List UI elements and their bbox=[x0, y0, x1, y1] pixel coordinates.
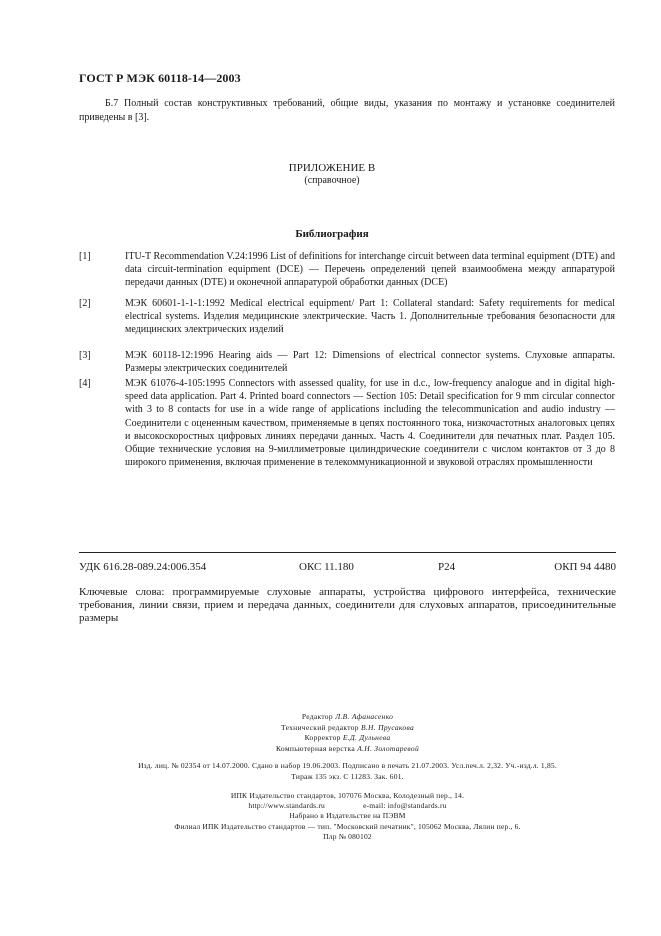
udk-code: УДК 616.28-089.24:006.354 bbox=[79, 561, 207, 573]
print-info bbox=[79, 761, 616, 783]
credit-label: Компьютерная верстка bbox=[276, 743, 355, 753]
publisher-info bbox=[79, 791, 616, 842]
credit-label: Технический редактор bbox=[280, 722, 359, 732]
credit-name: А.Н. Золотаревой bbox=[357, 743, 419, 753]
credit-name: В.Н. Прусакова bbox=[360, 722, 415, 732]
publisher-typeset: Набрано в Издательстве на ПЭВМ bbox=[289, 811, 406, 821]
keywords: Ключевые слова: программируемые слуховые аппараты, устройства цифрового интерфейса, технические требования, линии связи, прием и передача данных, соединители для слуховых аппаратов, присоединительные размеры bbox=[79, 586, 616, 624]
document-header: ГОСТ Р МЭК 60118-14—2003 bbox=[79, 71, 241, 85]
credit-editor bbox=[79, 712, 616, 723]
oks-code: ОКС 11.180 bbox=[299, 561, 354, 573]
horizontal-divider bbox=[79, 552, 616, 553]
credit-label: Корректор bbox=[304, 733, 341, 742]
bibliography-item-text: МЭК 60118-12:1996 Hearing aids — Part 12: Dimensions of electrical connector systems. Слуховые аппараты. Размеры электрических соединителей bbox=[125, 350, 615, 375]
publisher-license: Плр № 080102 bbox=[323, 831, 372, 841]
print-info-line: Изд. лиц. № 02354 от 14.07.2000. Сдано в набор 19.06.2003. Подписано в печать 21.07.2003. Усл.печ.л. 2,32. Уч.-изд.л. 1,85. bbox=[138, 761, 557, 770]
credit-layout bbox=[79, 744, 616, 755]
bibliography-item-number: [3] bbox=[79, 350, 91, 361]
credit-tech-editor bbox=[79, 723, 616, 734]
bibliography-item-number: [1] bbox=[79, 251, 91, 262]
okp-code: ОКП 94 4480 bbox=[554, 561, 616, 573]
classification-codes bbox=[79, 561, 616, 577]
publisher-address: ИПК Издательство стандартов, 107076 Москва, Колодезный пер., 14. bbox=[230, 791, 465, 800]
bibliography-item-text: ITU-T Recommendation V.24:1996 List of definitions for interchange circuit between data terminal equipment (DTE) and data circuit-termination equipment (DCE) — Перечень определений цепей взаимообмена между аппаратурой передачи данных (DTE) и оконечной аппаратурой обработки данных (DCE) bbox=[125, 251, 615, 289]
bibliography-item-text: МЭК 60601-1-1-1:1992 Medical electrical equipment/ Part 1: Collateral standard: Safety requirements for medical electrical systems. Изделия медицинские электрические. Часть 1. Дополнительные требования безопасности для медицинских электрических изделий bbox=[125, 298, 615, 336]
appendix-note: (справочное) bbox=[304, 175, 360, 186]
appendix-title: ПРИЛОЖЕНИЕ В bbox=[288, 162, 376, 174]
print-info-line: Тираж 135 экз. С 11283. Зак. 601. bbox=[291, 771, 404, 781]
editorial-credits bbox=[79, 712, 616, 754]
p-code: Р24 bbox=[438, 561, 456, 573]
bibliography-title: Библиография bbox=[295, 228, 369, 240]
publisher-contacts bbox=[79, 801, 616, 811]
publisher-email: e-mail: info@standards.ru bbox=[363, 801, 447, 811]
publisher-website: http://www.standards.ru bbox=[248, 801, 325, 811]
paragraph-b7: Б.7 Полный состав конструктивных требований, общие виды, указания по монтажу и установке соединителей приведены в [3]. bbox=[79, 98, 615, 123]
bibliography-item-number: [4] bbox=[79, 378, 91, 389]
bibliography-item-text: МЭК 61076-4-105:1995 Connectors with assessed quality, for use in d.c., low-frequency analogue and in digital high-speed data application. Part 4. Printed board connectors — Section 105: Detail specification for 9 mm circular connector with 3 to 8 contacts for use in a wide range of applications including the telecommunication and audio industry — Соединители с оцененным качеством, применяемые в цепях постоянного тока, низкочастотных аналоговых цепях и высокоскоростных цифровых линиях передачи данных. Часть 4. Соединители для печатных плат. Раздел 105. Общие технические условия на 9-миллиметровые цилиндрические соединители с числом контактов от 3 до 8 широкого применения, включая применение в телекоммуникационной и звуковой отраслях промышленности bbox=[125, 378, 615, 469]
credit-name: Л.В. Афанасенко bbox=[335, 712, 394, 721]
publisher-branch: Филиал ИПК Издательство стандартов — тип. "Московский печатник", 105062 Москва, Лялин пер., 6. bbox=[174, 821, 521, 831]
credit-corrector bbox=[79, 733, 616, 744]
credit-name: Е.Д. Дульнева bbox=[342, 733, 391, 742]
bibliography-item-number: [2] bbox=[79, 298, 91, 309]
credit-label: Редактор bbox=[301, 712, 333, 721]
